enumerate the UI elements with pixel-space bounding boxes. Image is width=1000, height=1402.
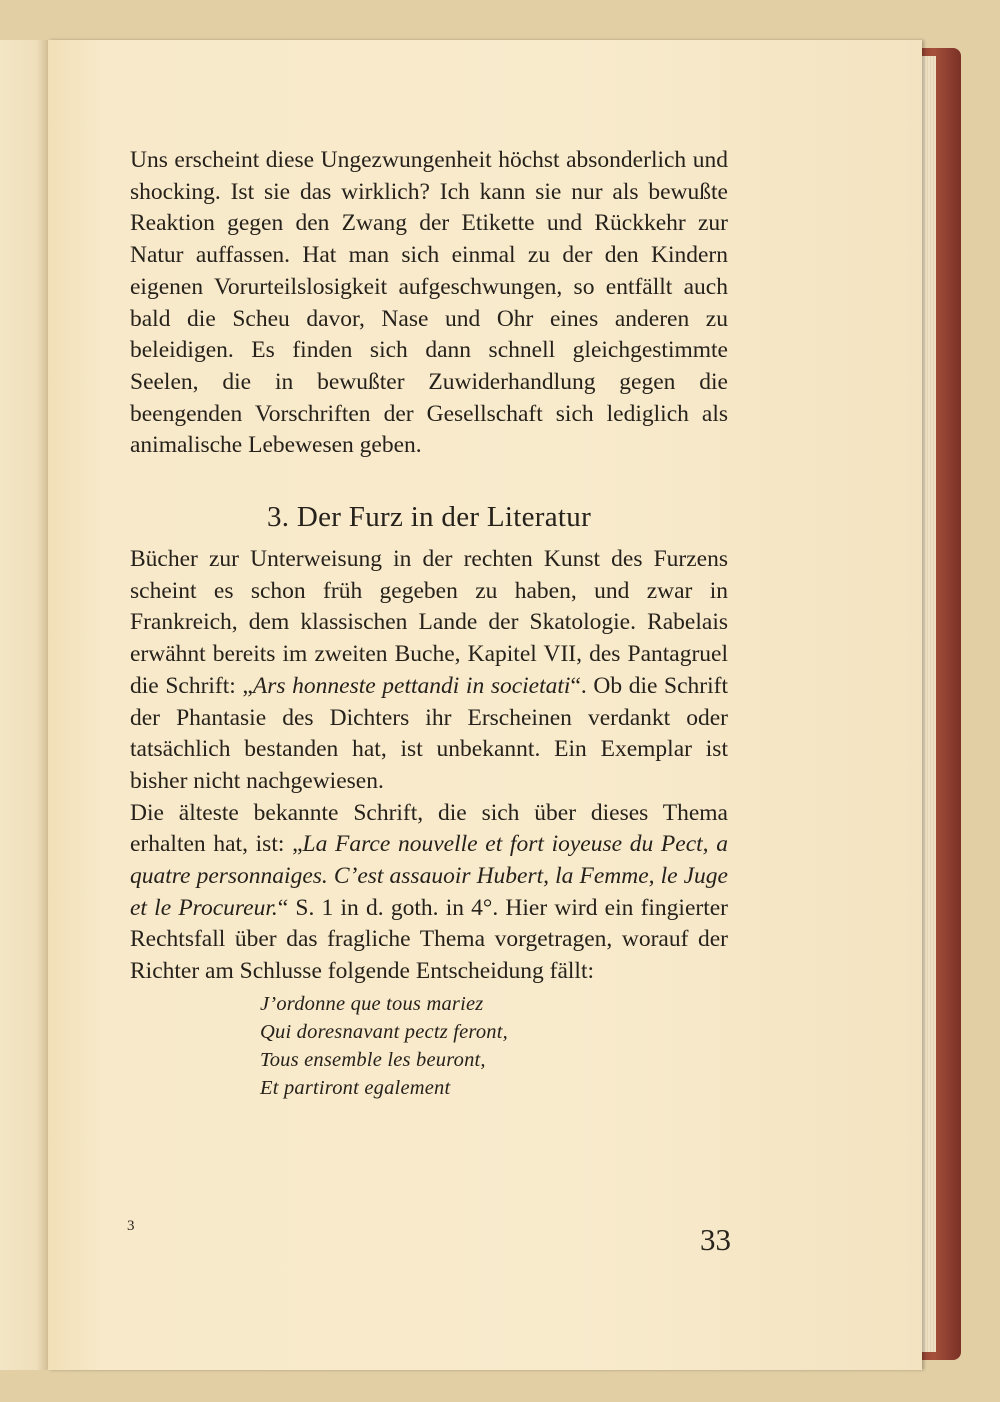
verse-line: J’ordonne que tous mariez — [260, 992, 484, 1015]
paragraph-3 — [130, 798, 728, 988]
section-heading-text: 3. Der Furz in der Literatur — [266, 501, 592, 534]
paragraph-2-text-b: “. Ob die Schrift der Phantasie des Dichters ihr Erscheinen verdankt oder tatsächlich bestanden hat, ist unbekannt. Ein Exemplar ist bisher nicht nachgewiesen. — [130, 672, 728, 794]
paragraph-2 — [130, 544, 728, 798]
verse-line: Qui doresnavant pectz feront, — [260, 1020, 508, 1043]
verse-line: Tous ensemble les beuront, — [260, 1048, 486, 1071]
verse-line: Et partiront egalement — [260, 1076, 451, 1099]
section-heading — [130, 498, 728, 536]
paragraph-1: Uns erscheint diese Ungezwungenheit höchst absonderlich und shocking. Ist sie das wirklich? Ich kann sie nur als bewußte Reaktion gegen den Zwang der Etikette und Rückkehr zur Natur auffassen. Hat man sich einmal zu der den Kindern eigenen Vorurteilslosigkeit aufgeschwungen, so entfällt auch bald die Scheu davor, Nase und Ohr eines anderen zu beleidigen. Es finden sich dann schnell gleichgestimmte Seelen, die in bewußter Zuwiderhandlung gegen die beengenden Vorschriften der Gesellschaft sich lediglich als animalische Lebewesen geben. — [130, 147, 728, 459]
paragraph-2-text-a: Bücher zur Unterweisung in der rechten Kunst des Furzens scheint es schon früh gegeben zu haben, und zwar in Frankreich, dem klassischen Lande der Skatologie. Rabelais erwähnt bereits im zweiten Buche, Kapitel VII, des Pantagruel die Schrift: „ — [130, 546, 728, 699]
page-number: 33 — [700, 1222, 731, 1257]
page-block-edge — [922, 56, 936, 1352]
paragraph-3-text-a: Die älteste bekannte Schrift, die sich über dieses Thema erhalten hat, ist: „ — [130, 799, 728, 858]
page-text-block — [130, 145, 728, 1102]
signature-mark: 3 — [127, 1218, 135, 1234]
verse-quote — [260, 990, 728, 1102]
paragraph-3-text-b: “ S. 1 in d. goth. in 4°. Hier wird ein fingierter Rechtsfall über das fragliche Thema vorgetragen, worauf der Richter am Schlusse folgende Entscheidung fällt: — [130, 894, 728, 985]
facing-page-edge — [0, 40, 53, 1370]
paragraph-3-italic-title: La Farce nouvelle et fort ioyeuse du Pect, a quatre personnaiges. C’est assauoir Hubert, la Femme, le Juge et le Procureur. — [130, 831, 728, 921]
paragraph-2-italic-title: Ars honneste pettandi in societati — [252, 672, 571, 699]
